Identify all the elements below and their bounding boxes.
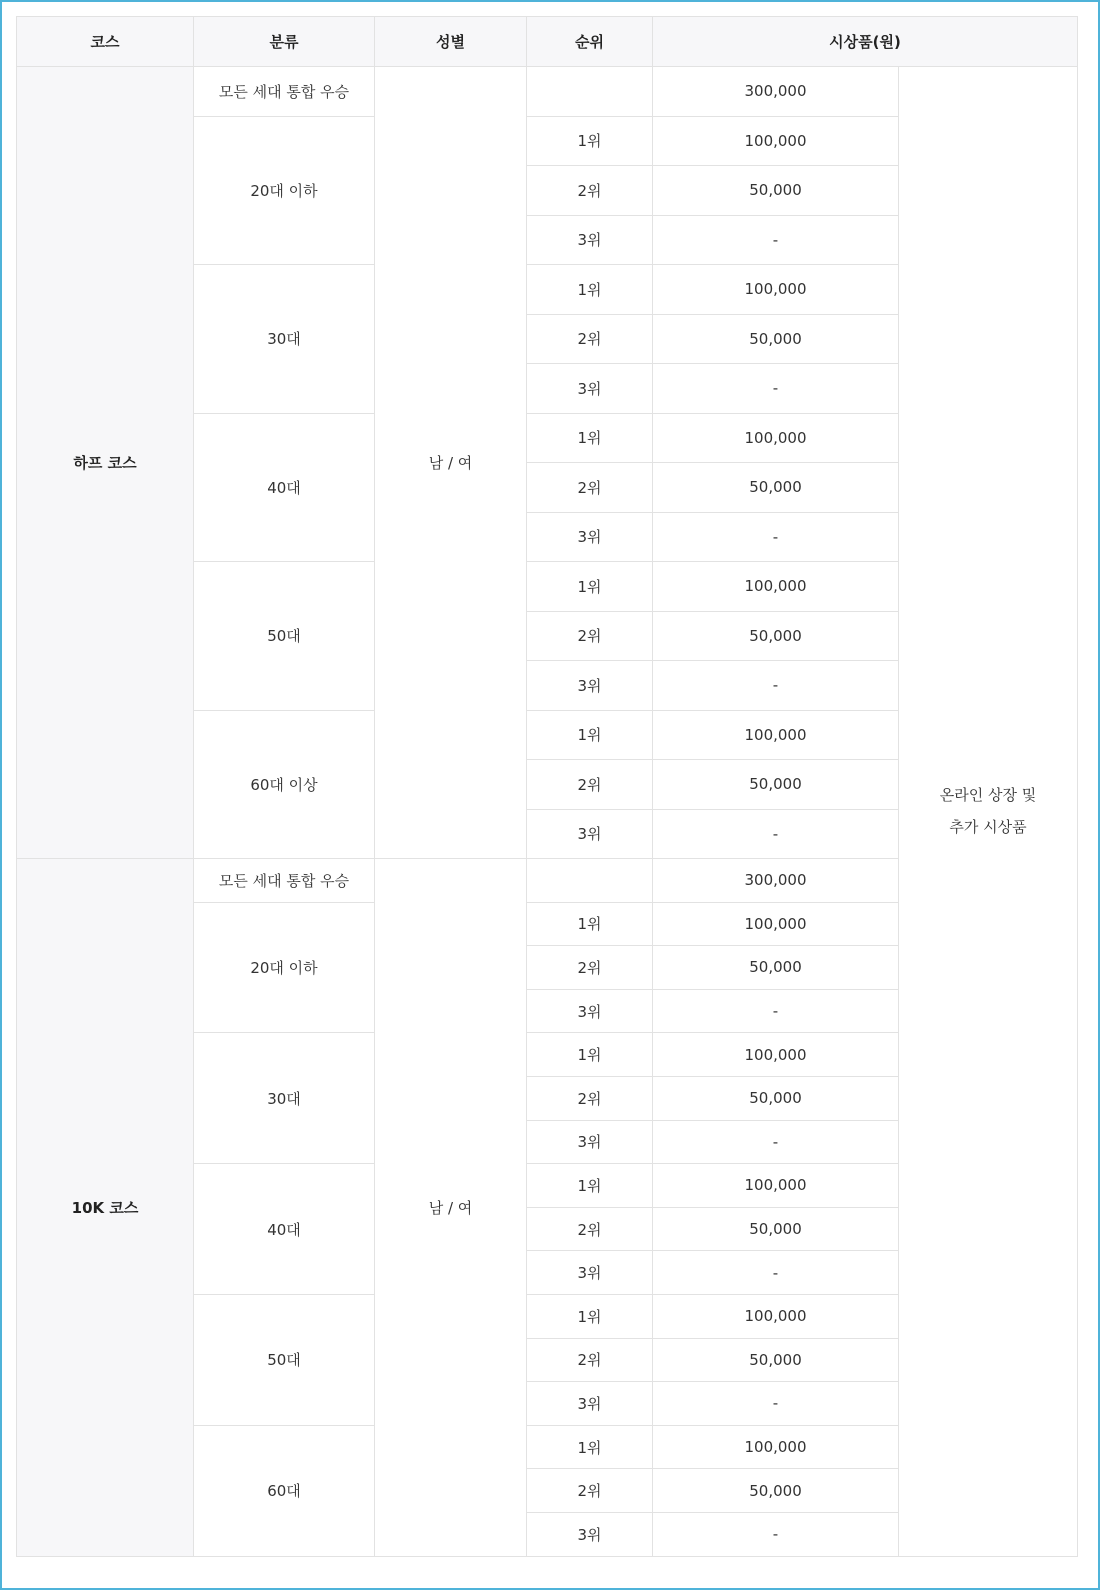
prize-table	[16, 16, 1078, 1557]
category-group: 50대	[194, 562, 375, 711]
rank-cell: 2위	[527, 760, 653, 810]
header-course: 코스	[17, 17, 194, 67]
category-group: 40대	[194, 413, 375, 562]
rank-cell: 1위	[527, 1294, 653, 1338]
course-name: 하프 코스	[17, 67, 194, 859]
rank-cell: 2위	[527, 1076, 653, 1120]
prize-cell: 50,000	[653, 946, 899, 990]
rank-cell: 2위	[527, 1338, 653, 1382]
prize-cell: 100,000	[653, 1033, 899, 1077]
rank-cell: 2위	[527, 166, 653, 216]
rank-cell: 2위	[527, 314, 653, 364]
extra-prize-line-1: 온라인 상장 및	[939, 786, 1037, 805]
prize-cell: 50,000	[653, 166, 899, 216]
prize-cell: 300,000	[653, 67, 899, 117]
rank-cell: 3위	[527, 661, 653, 711]
header-row	[17, 17, 1078, 67]
rank-cell: 1위	[527, 1033, 653, 1077]
rank-cell: 1위	[527, 116, 653, 166]
prize-cell: 50,000	[653, 760, 899, 810]
category-group: 60대	[194, 1425, 375, 1556]
rank-cell: 1위	[527, 902, 653, 946]
course-name: 10K 코스	[17, 859, 194, 1557]
rank-cell: 3위	[527, 364, 653, 414]
prize-cell: 100,000	[653, 1164, 899, 1208]
prize-cell: 50,000	[653, 463, 899, 513]
prize-cell: -	[653, 1512, 899, 1556]
prize-cell: -	[653, 364, 899, 414]
category-overall: 모든 세대 통합 우승	[194, 67, 375, 117]
rank-cell: 3위	[527, 1512, 653, 1556]
prize-cell: 100,000	[653, 413, 899, 463]
prize-cell: 100,000	[653, 562, 899, 612]
table-body	[17, 67, 1078, 1557]
rank-cell: 2위	[527, 1207, 653, 1251]
category-group: 30대	[194, 265, 375, 414]
header-category: 분류	[194, 17, 375, 67]
rank-cell: 1위	[527, 710, 653, 760]
rank-cell: 3위	[527, 989, 653, 1033]
gender-cell: 남 / 여	[375, 859, 527, 1557]
prize-cell: 100,000	[653, 1425, 899, 1469]
prize-cell: -	[653, 512, 899, 562]
prize-cell: -	[653, 1382, 899, 1426]
rank-cell: 2위	[527, 946, 653, 990]
rank-cell: 2위	[527, 1469, 653, 1513]
category-group: 20대 이하	[194, 902, 375, 1033]
category-group: 40대	[194, 1164, 375, 1295]
prize-cell: 100,000	[653, 710, 899, 760]
rank-cell	[527, 67, 653, 117]
prize-cell: -	[653, 989, 899, 1033]
prize-cell: -	[653, 661, 899, 711]
table-row	[17, 67, 1078, 117]
prize-cell: 50,000	[653, 1338, 899, 1382]
rank-cell: 1위	[527, 265, 653, 315]
rank-cell: 2위	[527, 611, 653, 661]
prize-cell: -	[653, 1120, 899, 1164]
prize-cell: 50,000	[653, 1469, 899, 1513]
prize-cell: 100,000	[653, 1294, 899, 1338]
rank-cell: 1위	[527, 562, 653, 612]
category-group: 30대	[194, 1033, 375, 1164]
prize-cell: 50,000	[653, 314, 899, 364]
rank-cell: 3위	[527, 1382, 653, 1426]
prize-cell: -	[653, 215, 899, 265]
rank-cell	[527, 859, 653, 903]
header-rank: 순위	[527, 17, 653, 67]
rank-cell: 1위	[527, 1164, 653, 1208]
category-overall: 모든 세대 통합 우승	[194, 859, 375, 903]
prize-cell: -	[653, 1251, 899, 1295]
prize-cell: 50,000	[653, 1207, 899, 1251]
prize-cell: 100,000	[653, 265, 899, 315]
category-group: 20대 이하	[194, 116, 375, 265]
rank-cell: 3위	[527, 215, 653, 265]
gender-cell: 남 / 여	[375, 67, 527, 859]
rank-cell: 3위	[527, 512, 653, 562]
prize-cell: 100,000	[653, 902, 899, 946]
rank-cell: 1위	[527, 413, 653, 463]
prize-cell: 50,000	[653, 1076, 899, 1120]
prize-cell: 100,000	[653, 116, 899, 166]
prize-cell: 300,000	[653, 859, 899, 903]
rank-cell: 3위	[527, 1251, 653, 1295]
prize-cell: 50,000	[653, 611, 899, 661]
extra-prize-cell	[899, 67, 1078, 1557]
prize-cell: -	[653, 809, 899, 859]
category-group: 60대 이상	[194, 710, 375, 859]
rank-cell: 3위	[527, 1120, 653, 1164]
rank-cell: 1위	[527, 1425, 653, 1469]
header-gender: 성별	[375, 17, 527, 67]
rank-cell: 2위	[527, 463, 653, 513]
header-prize: 시상품(원)	[653, 17, 1078, 67]
extra-prize-line-2: 추가 시상품	[949, 818, 1027, 837]
rank-cell: 3위	[527, 809, 653, 859]
category-group: 50대	[194, 1294, 375, 1425]
